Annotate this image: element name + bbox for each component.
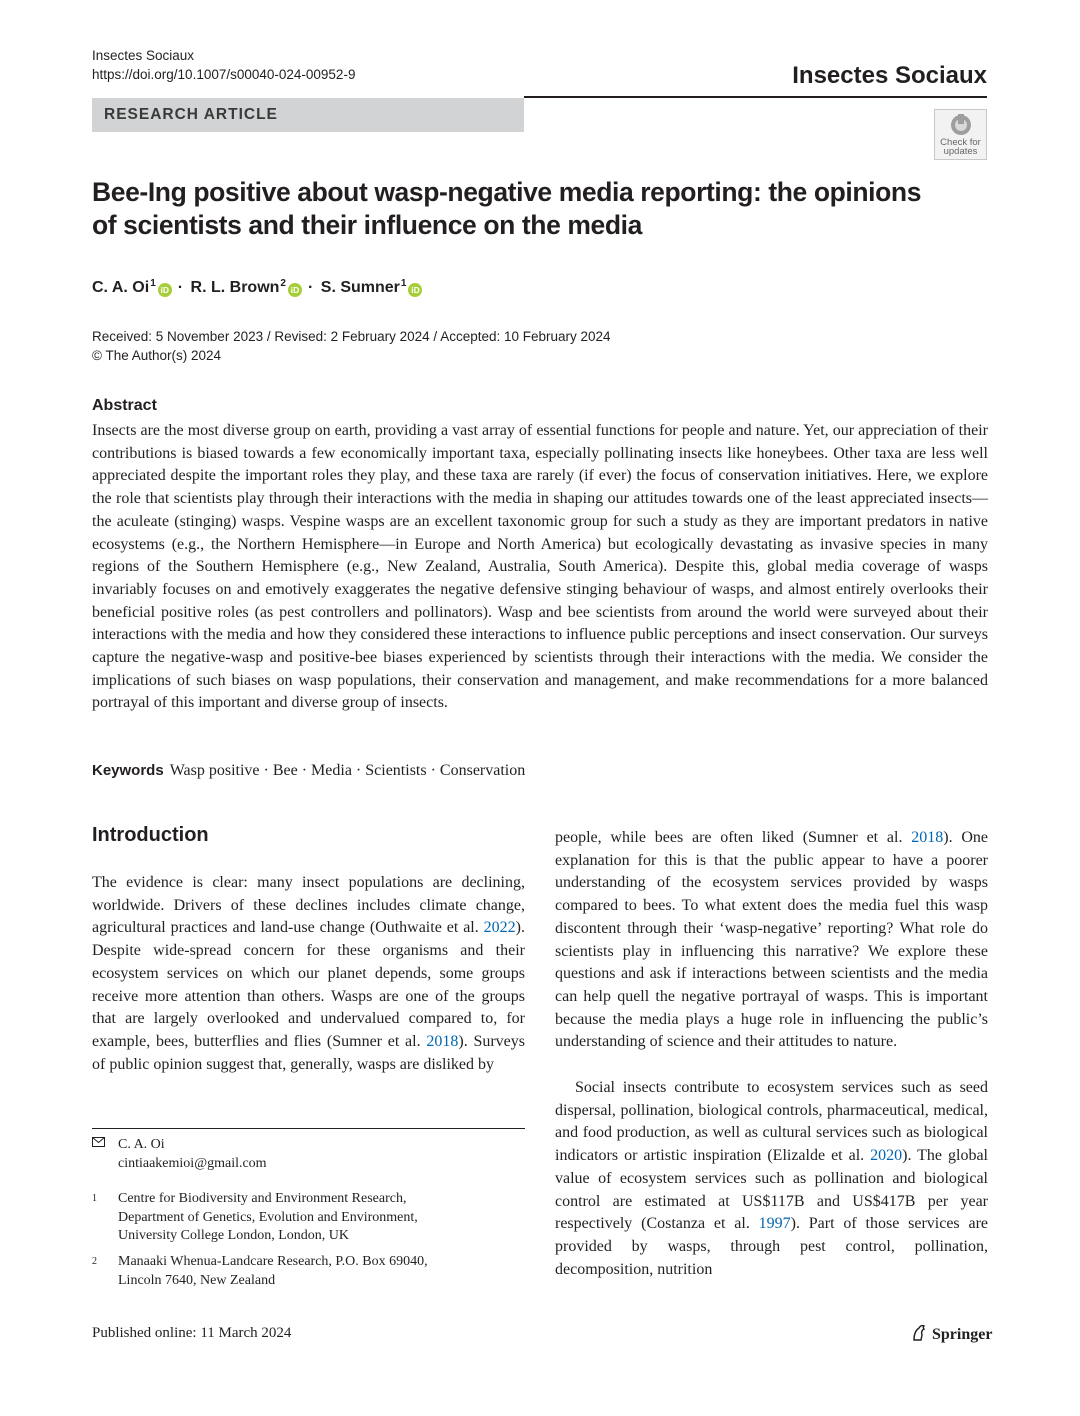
author-affiliation: 1 [400, 278, 407, 289]
author-separator: · [307, 279, 314, 296]
journal-header [92, 46, 355, 84]
envelope-icon [92, 1136, 105, 1155]
orcid-icon[interactable]: iD [288, 283, 302, 297]
header-rule [524, 96, 987, 98]
contact-email[interactable]: cintiaakemioi@gmail.com [118, 1155, 267, 1171]
orcid-icon[interactable]: iD [408, 283, 422, 297]
keywords-line [92, 760, 525, 782]
check-updates-label-2: updates [943, 146, 978, 157]
doi-link[interactable]: https://doi.org/10.1007/s00040-024-00952-9 [92, 67, 356, 82]
paragraph-text: ). The global value of ecosystem services such as pollination and biological control are estimated at US$117B and US$417B per year respectively (Costanza et al. [555, 1147, 988, 1233]
keywords-text: Wasp positive · Bee · Media · Scientists · Conservation [169, 762, 526, 779]
journal-title: Insectes Sociaux [792, 62, 987, 89]
affiliation-line: Centre for Biodiversity and Environment Research, [118, 1191, 407, 1206]
footnote-mark: 2 [92, 1256, 97, 1267]
title-line-1: Bee-Ing positive about wasp-negative media reporting: the opinions [92, 177, 922, 207]
author-affiliation: 1 [150, 278, 156, 289]
title-line-2: of scientists and their influence on the media [92, 210, 642, 240]
keywords-label: Keywords [92, 762, 164, 779]
paragraph-text: Social insects contribute to ecosystem services such as seed dispersal, pollination, biological controls, pharmaceutical, medical, and food production, as well as cultural services such as biological indicators or artistic inspiration (Elizalde et al. [555, 1079, 988, 1165]
citation-link[interactable]: 2018 [911, 829, 944, 846]
article-title [92, 176, 952, 242]
paragraph-text: The evidence is clear: many insect populations are declining, worldwide. Drivers of these declines includes climate change, agricultural practices and land-use change (Outhwaite et al. [92, 874, 525, 937]
section-heading-introduction: Introduction [92, 824, 209, 846]
intro-paragraph-right-1 [555, 827, 988, 1054]
author-list [92, 273, 425, 299]
check-for-updates-badge[interactable] [934, 109, 987, 160]
copyright-line: © The Author(s) 2024 [92, 348, 222, 363]
abstract-heading: Abstract [92, 397, 157, 414]
footnote-mark: 1 [92, 1193, 97, 1204]
springer-logo [910, 1324, 992, 1344]
corresponding-author-footnote [92, 1136, 525, 1173]
affiliation-line: Department of Genetics, Evolution and Environment, [118, 1209, 418, 1225]
affiliation-line: University College London, London, UK [118, 1228, 349, 1243]
affiliation-footnote-1 [92, 1190, 525, 1246]
author-affiliation: 2 [280, 278, 286, 289]
check-updates-label-1: Check for [940, 137, 981, 148]
paragraph-text: ). Part of those services are provided by wasps, through pest control, pollination, decomposition, nutrition [555, 1215, 988, 1278]
paragraph-text: ). One explanation for this is that the public appear to have a poorer understanding of the ecosystem services provided by wasps compared to bees. To what extent does the media fuel this wasp discontent through their ‘wasp-negative’ reporting? What role do scientists play in influencing this narrative? We explore these questions and ask if interactions between scientists and the media can help quell the negative portrayal of wasps. This is important because the media plays a huge role in influencing the public’s understanding of science and their attitudes to nature. [555, 829, 989, 1051]
citation-link[interactable]: 2018 [426, 1032, 459, 1050]
orcid-icon[interactable]: iD [158, 283, 172, 297]
affiliation-line: Lincoln 7640, New Zealand [118, 1272, 276, 1288]
paragraph-text: ). Surveys of public opinion suggest that, generally, wasps are disliked by [92, 1032, 525, 1073]
author-name[interactable]: S. Sumner [320, 279, 400, 296]
intro-paragraph-left [92, 872, 525, 1076]
paragraph-text: ). Despite wide-spread concern for these organisms and their ecosystem services on which our planet depends, some groups receive more attention than others. Wasps are one of the groups that are largely overlooked and undervalued compared to, for example, bees, butterflies and flies (Sumner et al. [92, 919, 525, 1050]
affiliation-footnote-2 [92, 1253, 525, 1290]
intro-paragraph-right-2 [555, 1077, 988, 1281]
published-online-date: Published online: 11 March 2024 [92, 1325, 292, 1341]
citation-link[interactable]: 2022 [483, 919, 516, 937]
contact-name: C. A. Oi [118, 1137, 165, 1152]
footnote-rule [92, 1128, 525, 1129]
journal-name-small: Insectes Sociaux [92, 48, 195, 63]
citation-link[interactable]: 2020 [870, 1147, 903, 1165]
author-name[interactable]: R. L. Brown [190, 279, 280, 296]
abstract-text: Insects are the most diverse group on earth, providing a vast array of essential functions for people and nature. Yet, our appreciation of their contributions is biased towards a few economically important taxa, especially pollinating insects like honeybees. Other taxa are less well appreciated despite the important roles they play, and these taxa are rarely (if ever) the focus of conservation initiatives. Here, we explore the role that scientists play through their interactions with the media in shaping our attitudes towards one of the least appreciated insects—the aculeate (stinging) wasps. Vespine wasps are an excellent taxonomic group for such a study as they are important predators in native ecosystems (e.g., the Northern Hemisphere—in Europe and North America) but ecologically devastating as invasive species in many regions of the Southern Hemisphere (e.g., New Zealand, Australia, South America). Despite this, global media coverage of wasps invariably focuses on and emotively exaggerates the negative defensive stinging behaviour of wasps, and almost entirely overlooks their beneficial positive roles (as pest controllers and pollinators). Wasp and bee scientists from around the world were surveyed about their interactions with the media and how they considered these interactions to influence public perceptions and insect conservation. Our surveys capture the negative-wasp and positive-bee biases experienced by scientists through their interactions with the media. We consider the implications of such biases on wasp populations, their conservation and management, and make recommendations for a more balanced portrayal of this important and diverse group of insects. [92, 422, 988, 712]
author-name[interactable]: C. A. Oi [92, 279, 150, 296]
article-type-banner: RESEARCH ARTICLE [92, 98, 524, 132]
check-updates-icon [950, 114, 972, 136]
date-history: Received: 5 November 2023 / Revised: 2 February 2024 / Accepted: 10 February 2024 [92, 329, 611, 344]
citation-link[interactable]: 1997 [758, 1215, 791, 1233]
affiliation-line: Manaaki Whenua-Landcare Research, P.O. Box 69040, [118, 1254, 428, 1269]
springer-horse-icon [910, 1324, 928, 1342]
publication-dates [92, 327, 611, 365]
publisher-name: Springer [932, 1326, 993, 1343]
paragraph-text: people, while bees are often liked (Sumner et al. [555, 829, 912, 846]
author-separator: · [177, 279, 184, 296]
